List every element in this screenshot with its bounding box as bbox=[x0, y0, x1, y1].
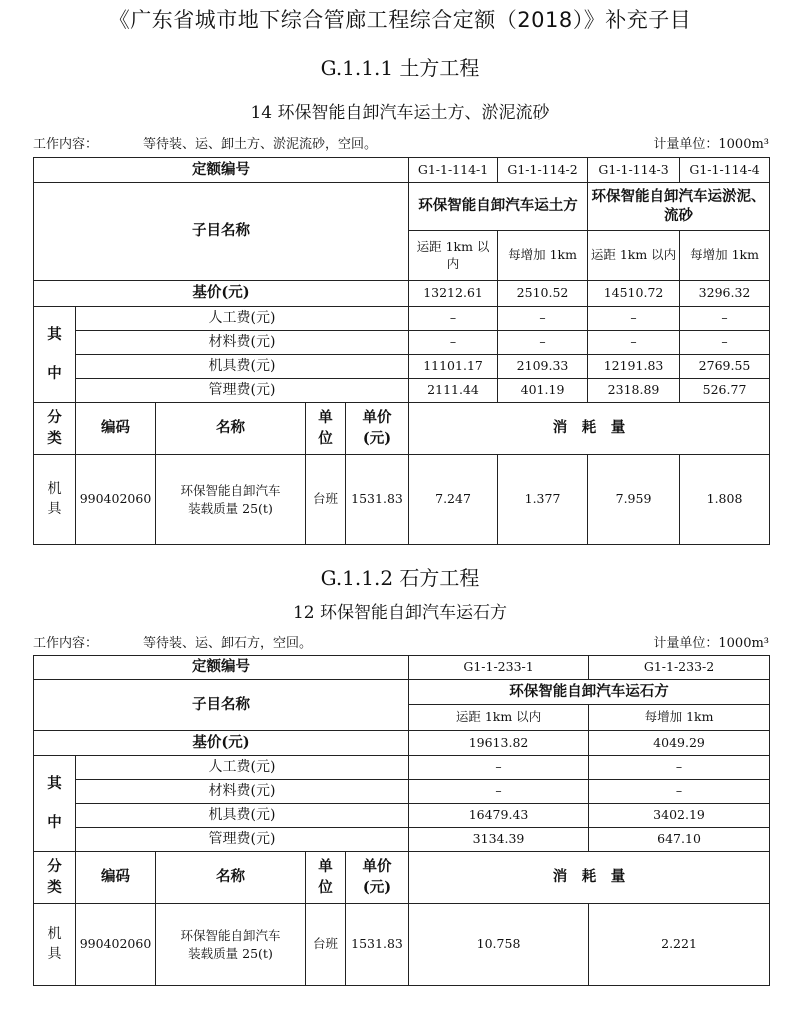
section-title: G.1.1.2 石方工程 bbox=[320, 566, 480, 590]
item-sub-name: 运距 1km 以内 bbox=[409, 231, 498, 281]
work-content-row bbox=[33, 632, 769, 650]
machine-cost-value: 16479.43 bbox=[409, 804, 589, 828]
labor-cost-label: 人工费(元) bbox=[76, 307, 409, 331]
base-price-value: 3296.32 bbox=[680, 281, 770, 307]
resource-code: 990402060 bbox=[76, 455, 156, 545]
quota-code: G1-1-233-1 bbox=[409, 656, 589, 680]
quota-code: G1-1-114-3 bbox=[588, 158, 680, 183]
base-price-value: 13212.61 bbox=[409, 281, 498, 307]
labor-cost-value: – bbox=[498, 307, 588, 331]
unit-header-char-2: 位 bbox=[318, 429, 333, 447]
resource-name-line-2: 装载质量 25(t) bbox=[188, 500, 273, 516]
quota-no-label: 定额编号 bbox=[34, 158, 409, 183]
resource-unit: 台班 bbox=[306, 455, 346, 545]
of-which-label bbox=[34, 756, 76, 852]
management-cost-value: 3134.39 bbox=[409, 828, 589, 852]
unit-price-header bbox=[346, 403, 409, 455]
resource-unit-price: 1531.83 bbox=[346, 904, 409, 986]
machine-cost-label: 机具费(元) bbox=[76, 804, 409, 828]
base-price-label: 基价(元) bbox=[34, 281, 409, 307]
consumption-qty: 10.758 bbox=[409, 904, 589, 986]
unit-price-header-line-2: (元) bbox=[362, 878, 392, 896]
material-cost-value: – bbox=[588, 331, 680, 355]
sub-title: 12 环保智能自卸汽车运石方 bbox=[292, 603, 508, 623]
category-header-char-2: 类 bbox=[47, 429, 62, 447]
item-sub-name: 运距 1km 以内 bbox=[588, 231, 680, 281]
labor-cost-label: 人工费(元) bbox=[76, 756, 409, 780]
machine-cost-value: 2769.55 bbox=[680, 355, 770, 379]
measurement-unit: 计量单位：1000m³ bbox=[653, 636, 769, 651]
resource-name bbox=[156, 904, 306, 986]
category-header-char-2: 类 bbox=[47, 878, 62, 896]
material-cost-value: – bbox=[409, 780, 589, 804]
quota-table-2 bbox=[33, 655, 770, 986]
material-cost-value: – bbox=[680, 331, 770, 355]
of-which-char-1: 其 bbox=[47, 326, 62, 344]
unit-header bbox=[306, 852, 346, 904]
management-cost-value: 526.77 bbox=[680, 379, 770, 403]
unit-price-header bbox=[346, 852, 409, 904]
material-cost-label: 材料费(元) bbox=[76, 331, 409, 355]
item-group-name: 环保智能自卸汽车运淤泥、流砂 bbox=[588, 183, 770, 231]
section-title: G.1.1.1 土方工程 bbox=[320, 56, 480, 80]
resource-name bbox=[156, 455, 306, 545]
labor-cost-value: – bbox=[588, 307, 680, 331]
quota-table-1 bbox=[33, 157, 770, 545]
labor-cost-value: – bbox=[409, 307, 498, 331]
of-which-char-2: 中 bbox=[47, 813, 62, 831]
machine-cost-value: 11101.17 bbox=[409, 355, 498, 379]
material-cost-label: 材料费(元) bbox=[76, 780, 409, 804]
base-price-value: 4049.29 bbox=[589, 731, 770, 756]
management-cost-value: 401.19 bbox=[498, 379, 588, 403]
base-price-value: 19613.82 bbox=[409, 731, 589, 756]
consumption-qty: 1.377 bbox=[498, 455, 588, 545]
management-cost-label: 管理费(元) bbox=[76, 828, 409, 852]
work-content-label: 工作内容： bbox=[33, 636, 99, 651]
quota-code: G1-1-233-2 bbox=[589, 656, 770, 680]
item-group-name: 环保智能自卸汽车运石方 bbox=[409, 680, 770, 705]
item-name-label: 子目名称 bbox=[34, 183, 409, 281]
work-content-row bbox=[33, 133, 769, 151]
consumption-header: 消 耗 量 bbox=[409, 852, 770, 904]
resource-unit-price: 1531.83 bbox=[346, 455, 409, 545]
material-cost-value: – bbox=[589, 780, 770, 804]
name-header: 名称 bbox=[156, 852, 306, 904]
unit-header-char-1: 单 bbox=[318, 858, 333, 876]
category-header-char-1: 分 bbox=[47, 858, 62, 876]
of-which-char-2: 中 bbox=[47, 364, 62, 382]
of-which-char-1: 其 bbox=[47, 775, 62, 793]
quota-no-label: 定额编号 bbox=[34, 656, 409, 680]
unit-price-header-line-1: 单价 bbox=[362, 409, 392, 427]
work-content-text: 等待装、运、卸石方，空回。 bbox=[143, 636, 313, 651]
item-sub-name: 运距 1km 以内 bbox=[409, 705, 589, 731]
management-cost-value: 2318.89 bbox=[588, 379, 680, 403]
resource-category bbox=[34, 455, 76, 545]
category-header bbox=[34, 403, 76, 455]
work-content-label: 工作内容： bbox=[33, 137, 99, 152]
labor-cost-value: – bbox=[680, 307, 770, 331]
name-header: 名称 bbox=[156, 403, 306, 455]
machine-cost-label: 机具费(元) bbox=[76, 355, 409, 379]
consumption-header: 消 耗 量 bbox=[409, 403, 770, 455]
material-cost-value: – bbox=[498, 331, 588, 355]
consumption-qty: 1.808 bbox=[680, 455, 770, 545]
unit-header-char-1: 单 bbox=[318, 409, 333, 427]
labor-cost-value: – bbox=[409, 756, 589, 780]
document-title: 《广东省城市地下综合管廊工程综合定额（2018）》补充子目 bbox=[108, 8, 692, 32]
sub-title: 14 环保智能自卸汽车运土方、淤泥流砂 bbox=[250, 103, 550, 123]
resource-category-char-2: 具 bbox=[47, 945, 62, 962]
resource-code: 990402060 bbox=[76, 904, 156, 986]
category-header-char-1: 分 bbox=[47, 409, 62, 427]
item-sub-name: 每增加 1km bbox=[680, 231, 770, 281]
resource-category-char-2: 具 bbox=[47, 500, 62, 517]
base-price-label: 基价(元) bbox=[34, 731, 409, 756]
unit-price-header-line-1: 单价 bbox=[362, 858, 392, 876]
machine-cost-value: 2109.33 bbox=[498, 355, 588, 379]
machine-cost-value: 12191.83 bbox=[588, 355, 680, 379]
base-price-value: 14510.72 bbox=[588, 281, 680, 307]
item-group-name: 环保智能自卸汽车运土方 bbox=[409, 183, 588, 231]
resource-category bbox=[34, 904, 76, 986]
material-cost-value: – bbox=[409, 331, 498, 355]
consumption-qty: 7.959 bbox=[588, 455, 680, 545]
unit-header-char-2: 位 bbox=[318, 878, 333, 896]
category-header bbox=[34, 852, 76, 904]
resource-name-line-2: 装载质量 25(t) bbox=[188, 945, 273, 961]
resource-category-char-1: 机 bbox=[47, 480, 62, 497]
resource-category-char-1: 机 bbox=[47, 925, 62, 942]
base-price-value: 2510.52 bbox=[498, 281, 588, 307]
resource-name-line-1: 环保智能自卸汽车 bbox=[180, 928, 281, 943]
quota-code: G1-1-114-4 bbox=[680, 158, 770, 183]
consumption-qty: 7.247 bbox=[409, 455, 498, 545]
machine-cost-value: 3402.19 bbox=[589, 804, 770, 828]
code-header: 编码 bbox=[76, 852, 156, 904]
item-sub-name: 每增加 1km bbox=[589, 705, 770, 731]
management-cost-value: 647.10 bbox=[589, 828, 770, 852]
unit-header bbox=[306, 403, 346, 455]
quota-code: G1-1-114-2 bbox=[498, 158, 588, 183]
management-cost-label: 管理费(元) bbox=[76, 379, 409, 403]
measurement-unit: 计量单位：1000m³ bbox=[653, 137, 769, 152]
resource-name-line-1: 环保智能自卸汽车 bbox=[180, 483, 281, 498]
of-which-label bbox=[34, 307, 76, 403]
unit-price-header-line-2: (元) bbox=[362, 429, 392, 447]
resource-unit: 台班 bbox=[306, 904, 346, 986]
management-cost-value: 2111.44 bbox=[409, 379, 498, 403]
quota-code: G1-1-114-1 bbox=[409, 158, 498, 183]
code-header: 编码 bbox=[76, 403, 156, 455]
item-sub-name: 每增加 1km bbox=[498, 231, 588, 281]
item-name-label: 子目名称 bbox=[34, 680, 409, 731]
work-content-text: 等待装、运、卸土方、淤泥流砂，空回。 bbox=[143, 137, 378, 152]
labor-cost-value: – bbox=[589, 756, 770, 780]
consumption-qty: 2.221 bbox=[589, 904, 770, 986]
